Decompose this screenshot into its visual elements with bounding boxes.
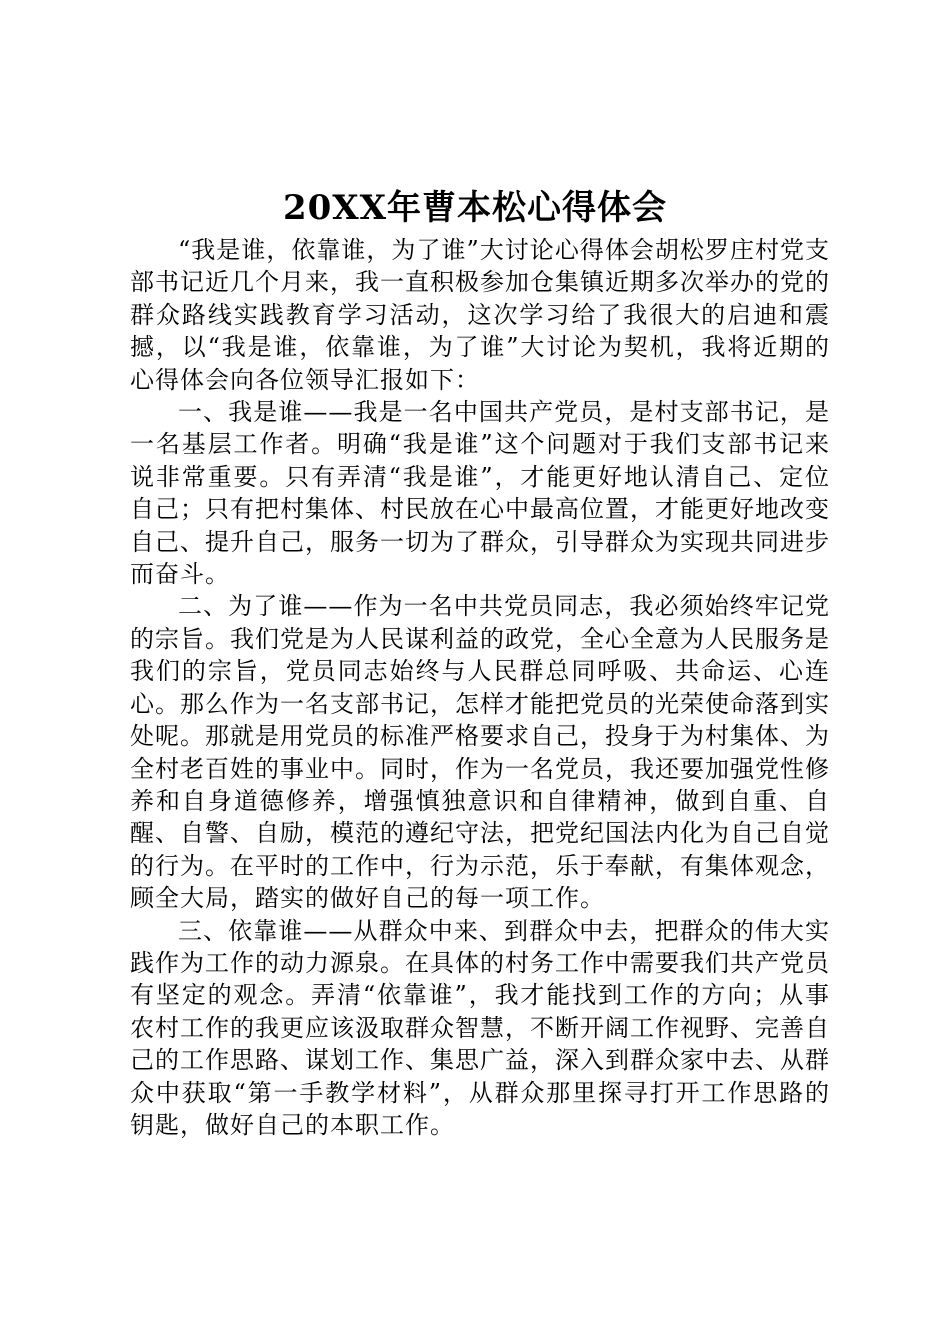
paragraph-for-whom: 二、为了谁——作为一名中共党员同志，我必须始终牢记党的宗旨。我们党是为人民谋利益的政党，全心全意为人民服务是我们的宗旨，党员同志始终与人民群总同呼吸、共命运、心连心。那么作为一名支部书记，怎样才能把党员的光荣使命落到实处呢。那就是用党员的标准严格要求自己，投身于为村集体、为全村老百姓的事业中。同时，作为一名党员，我还要加强党性修养和自身道德修养，增强慎独意识和自律精神，做到自重、自醒、自警、自励，模范的遵纪守法，把党纪国法内化为自己自觉的行为。在平时的工作中，行为示范，乐于奉献，有集体观念，顾全大局，踏实的做好自己的每一项工作。 <box>130 592 830 913</box>
document-body <box>130 234 830 1141</box>
paragraph-rely-on-whom: 三、依靠谁——从群众中来、到群众中去，把群众的伟大实践作为工作的动力源泉。在具体的村务工作中需要我们共产党员有坚定的观念。弄清“依靠谁”，我才能找到工作的方向；从事农村工作的我更应该汲取群众智慧，不断开阔工作视野、完善自己的工作思路、谋划工作、集思广益，深入到群众家中去、从群众中获取“第一手教学材料”，从群众那里探寻打开工作思路的钥匙，做好自己的本职工作。 <box>130 916 830 1139</box>
document-title: 20XX年曹本松心得体会 <box>282 188 668 228</box>
paragraph-who-am-i: 一、我是谁——我是一名中国共产党员，是村支部书记，是一名基层工作者。明确“我是谁”这个问题对于我们支部书记来说非常重要。只有弄清“我是谁”，才能更好地认清自己、定位自己；只有把村集体、村民放在心中最高位置，才能更好地改变自己、提升自己，服务一切为了群众，引导群众为实现共同进步而奋斗。 <box>130 398 830 589</box>
paragraph-intro: “我是谁，依靠谁，为了谁”大讨论心得体会胡松罗庄村党支部书记近几个月来，我一直积极参加仓集镇近期多次举办的党的群众路线实践教育学习活动，这次学习给了我很大的启迪和震撼，以“我是谁，依靠谁，为了谁”大讨论为契机，我将近期的心得体会向各位领导汇报如下： <box>130 236 830 394</box>
